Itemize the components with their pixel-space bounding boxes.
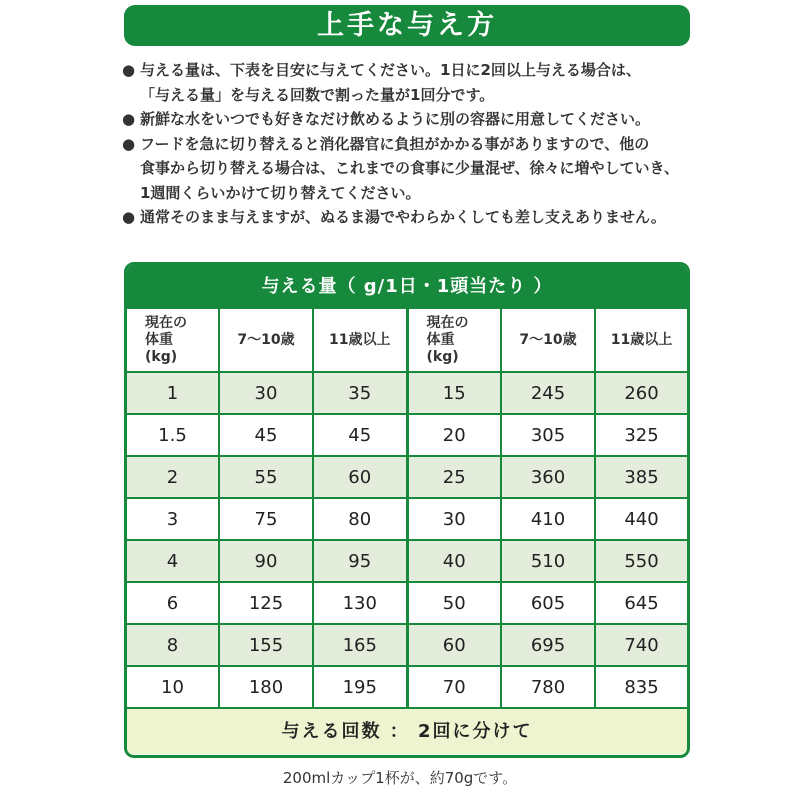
bullet-icon: ● — [122, 134, 136, 153]
header-age-11-plus-right: 11歳以上 — [595, 309, 687, 372]
weight-left-cell: 2 — [127, 456, 219, 498]
age-11-plus-right-cell: 740 — [595, 624, 687, 666]
table-row — [127, 456, 687, 498]
table-row — [127, 498, 687, 540]
age-11-plus-left-cell: 130 — [313, 582, 407, 624]
note-text: 通常そのまま与えますが、ぬるま湯でやわらかくしても差し支えありません。 — [140, 208, 666, 226]
note-item — [122, 107, 702, 132]
age-7-10-left-cell: 55 — [219, 456, 313, 498]
age-7-10-left-cell: 90 — [219, 540, 313, 582]
header-weight-right: 現在の 体重 (kg) — [407, 309, 501, 372]
age-7-10-right-cell: 245 — [501, 372, 595, 414]
age-7-10-left-cell: 45 — [219, 414, 313, 456]
age-11-plus-left-cell: 35 — [313, 372, 407, 414]
weight-left-cell: 10 — [127, 666, 219, 708]
bullet-icon: ● — [122, 110, 136, 128]
feeding-table-grid — [127, 309, 687, 709]
age-7-10-right-cell: 605 — [501, 582, 595, 624]
header-age-11-plus-left: 11歳以上 — [313, 309, 407, 372]
note-item — [122, 132, 702, 206]
age-7-10-right-cell: 695 — [501, 624, 595, 666]
weight-right-cell: 60 — [407, 624, 501, 666]
note-item — [122, 58, 702, 107]
age-11-plus-left-cell: 195 — [313, 666, 407, 708]
table-row — [127, 372, 687, 414]
note-text: フードを急に切り替えると消化器官に負担がかかる事がありますので、他の 食事から切り替える場合は、これまでの食事に少量混ぜ、徐々に増やしていき、 1週間くらいかけて切り替えてください。 — [140, 134, 679, 202]
table-row — [127, 540, 687, 582]
age-7-10-right-cell: 360 — [501, 456, 595, 498]
table-row — [127, 582, 687, 624]
weight-right-cell: 15 — [407, 372, 501, 414]
age-11-plus-right-cell: 550 — [595, 540, 687, 582]
weight-right-cell: 70 — [407, 666, 501, 708]
age-7-10-left-cell: 180 — [219, 666, 313, 708]
age-7-10-right-cell: 410 — [501, 498, 595, 540]
table-row — [127, 624, 687, 666]
note-text: 新鮮な水をいつでも好きなだけ飲めるように別の容器に用意してください。 — [140, 110, 651, 128]
age-11-plus-right-cell: 260 — [595, 372, 687, 414]
weight-right-cell: 50 — [407, 582, 501, 624]
age-11-plus-right-cell: 835 — [595, 666, 687, 708]
note-text: 与える量は、下表を目安に与えてください。1日に2回以上与える場合は、 「与える量」を与える回数で割った量が1回分です。 — [140, 61, 641, 104]
age-11-plus-right-cell: 440 — [595, 498, 687, 540]
note-item — [122, 205, 702, 230]
age-11-plus-left-cell: 45 — [313, 414, 407, 456]
weight-left-cell: 8 — [127, 624, 219, 666]
weight-left-cell: 3 — [127, 498, 219, 540]
age-11-plus-left-cell: 165 — [313, 624, 407, 666]
age-7-10-left-cell: 75 — [219, 498, 313, 540]
table-title: 与える量（ g/1日・1頭当たり ） — [127, 265, 687, 309]
weight-left-cell: 1.5 — [127, 414, 219, 456]
table-row — [127, 666, 687, 708]
cup-note: 200mlカップ1杯が、約70gです。 — [282, 769, 518, 787]
age-7-10-right-cell: 305 — [501, 414, 595, 456]
age-11-plus-left-cell: 60 — [313, 456, 407, 498]
weight-right-cell: 25 — [407, 456, 501, 498]
age-11-plus-right-cell: 385 — [595, 456, 687, 498]
bullet-icon: ● — [122, 208, 136, 226]
weight-left-cell: 4 — [127, 540, 219, 582]
feeding-amount-table — [124, 262, 690, 758]
table-header-row — [127, 309, 687, 372]
page-title: 上手な与え方 — [124, 5, 690, 46]
feeding-notes — [122, 58, 702, 230]
header-age-7-10-left: 7〜10歳 — [219, 309, 313, 372]
weight-left-cell: 1 — [127, 372, 219, 414]
age-7-10-left-cell: 30 — [219, 372, 313, 414]
weight-right-cell: 30 — [407, 498, 501, 540]
age-7-10-right-cell: 780 — [501, 666, 595, 708]
age-11-plus-right-cell: 645 — [595, 582, 687, 624]
header-age-7-10-right: 7〜10歳 — [501, 309, 595, 372]
age-11-plus-left-cell: 95 — [313, 540, 407, 582]
bullet-icon: ● — [122, 61, 136, 79]
age-7-10-left-cell: 125 — [219, 582, 313, 624]
age-11-plus-left-cell: 80 — [313, 498, 407, 540]
weight-right-cell: 20 — [407, 414, 501, 456]
header-weight-left: 現在の 体重 (kg) — [127, 309, 219, 372]
age-7-10-left-cell: 155 — [219, 624, 313, 666]
feeding-frequency: 与える回数 ： 2回に分けて — [127, 709, 687, 754]
age-7-10-right-cell: 510 — [501, 540, 595, 582]
table-row — [127, 414, 687, 456]
age-11-plus-right-cell: 325 — [595, 414, 687, 456]
weight-right-cell: 40 — [407, 540, 501, 582]
weight-left-cell: 6 — [127, 582, 219, 624]
